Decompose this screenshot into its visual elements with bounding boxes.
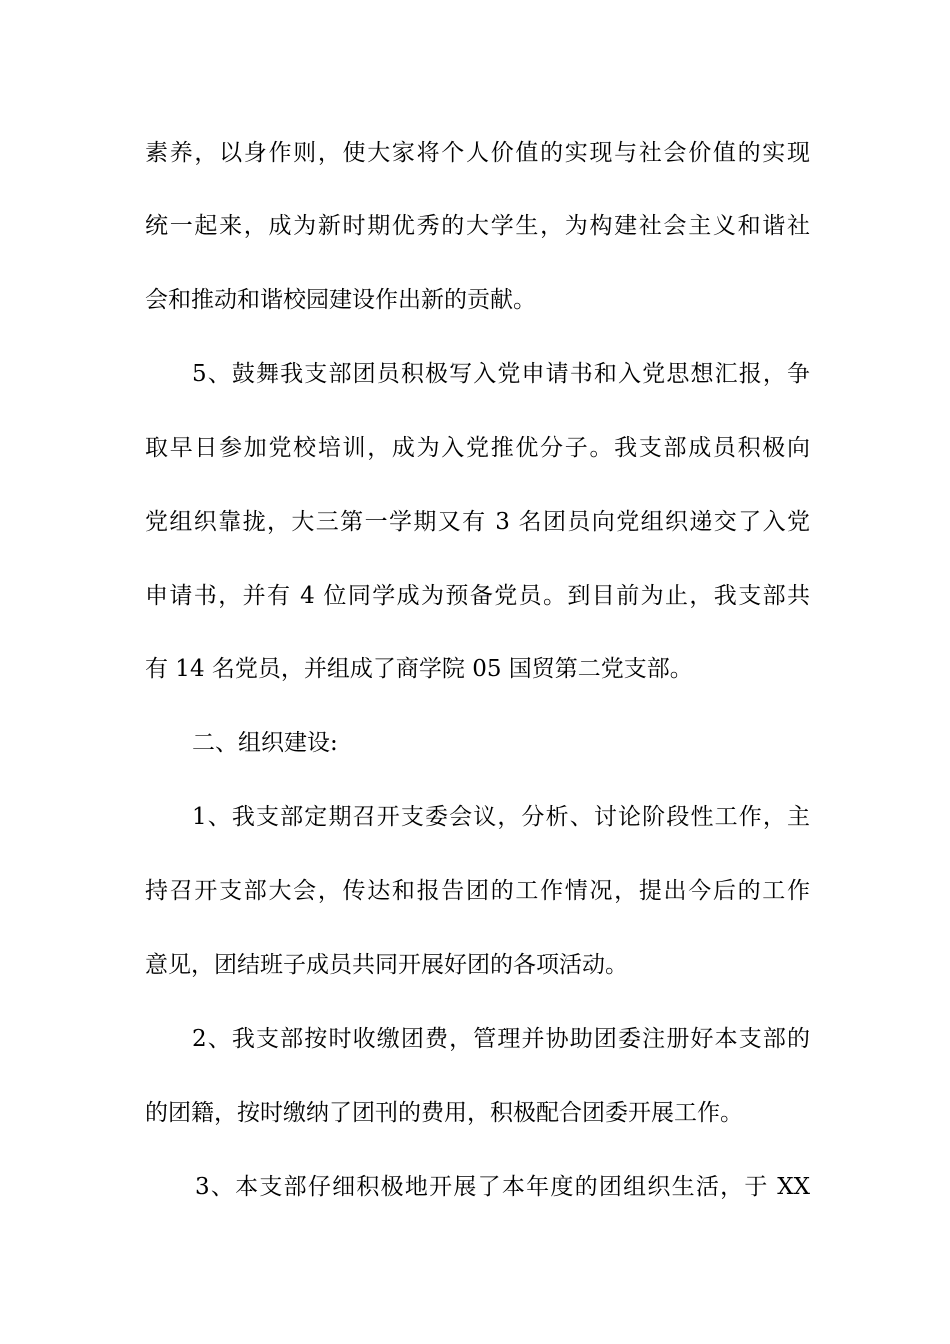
text-line-8: 有 14 名党员，并组成了商学院 05 国贸第二党支部。 [145,656,693,682]
text-line-3: 会和推动和谐校园建设作出新的贡献。 [145,287,536,313]
text-line-7: 申请书，并有 4 位同学成为预备党员。到目前为止，我支部共 [145,583,810,609]
text-line-11: 持召开支部大会，传达和报告团的工作情况，提出今后的工作 [145,878,810,904]
text-line-6: 党组织靠拢，大三第一学期又有 3 名团员向党组织递交了入党 [145,509,810,535]
section-heading: 二、组织建设: [192,730,338,756]
text-line-1: 素养，以身作则，使大家将个人价值的实现与社会价值的实现 [145,140,810,166]
text-line-14: 的团籍，按时缴纳了团刊的费用，积极配合团委开展工作。 [145,1100,743,1126]
text-line-5: 取早日参加党校培训，成为入党推优分子。我支部成员积极向 [145,435,810,461]
text-line-4: 5、鼓舞我支部团员积极写入党申请书和入党思想汇报，争 [192,361,810,387]
text-line-10: 1、我支部定期召开支委会议，分析、讨论阶段性工作，主 [192,804,810,830]
text-line-12: 意见，团结班子成员共同开展好团的各项活动。 [145,952,628,978]
text-line-13: 2、我支部按时收缴团费，管理并协助团委注册好本支部的 [192,1026,810,1052]
text-line-2: 统一起来，成为新时期优秀的大学生，为构建社会主义和谐社 [145,213,810,239]
text-line-15: 3、本支部仔细积极地开展了本年度的团组织生活，于 XX [195,1174,810,1200]
